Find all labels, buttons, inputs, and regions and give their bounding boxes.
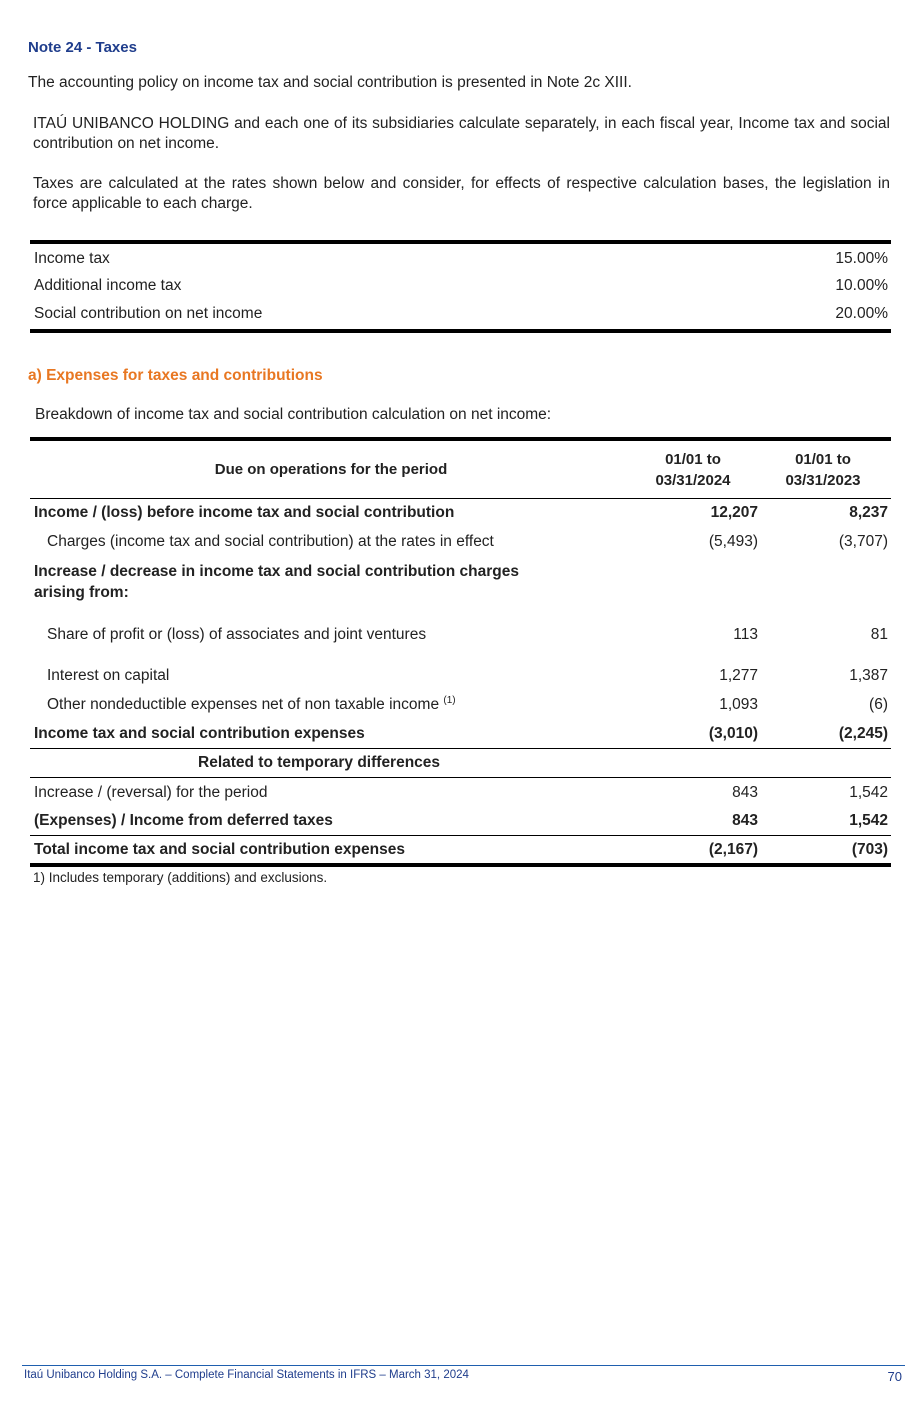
expenses-table (30, 437, 891, 867)
table-header (30, 441, 891, 499)
rate-value: 10.00% (835, 277, 888, 295)
table-row: Income tax and social contribution expenses (3,010) (2,245) (34, 724, 888, 742)
footer-divider (22, 1365, 905, 1366)
page-number: 70 (887, 1369, 902, 1384)
rate-row (30, 273, 891, 301)
rate-value: 15.00% (835, 249, 888, 267)
table-row: Increase / decrease in income tax and social contribution charges arising from: (34, 563, 519, 601)
table-row: Income / (loss) before income tax and social contribution 12,207 8,237 (34, 504, 888, 521)
header-col-2024: 01/01 to 03/31/2024 (655, 450, 731, 489)
rate-row (30, 245, 891, 273)
policy-paragraph: The accounting policy on income tax and social contribution is presented in Note 2c XIII. (28, 74, 632, 91)
rate-label: Social contribution on net income (34, 304, 263, 322)
subsidiaries-paragraph: ITAÚ UNIBANCO HOLDING and each one of its subsidiaries calculate separately, in each fiscal year, Income tax and social contribution on net income. (33, 115, 890, 152)
header-col-2023: 01/01 to 03/31/2023 (785, 450, 861, 489)
table-row: Share of profit or (loss) of associates and joint ventures 113 81 (47, 626, 888, 643)
rate-row (30, 300, 891, 328)
rates-table (30, 240, 891, 333)
table-row: (Expenses) / Income from deferred taxes 843 1,542 (34, 812, 888, 829)
table-subheader: Related to temporary differences (30, 748, 891, 777)
rate-value: 20.00% (835, 304, 888, 322)
section-heading: a) Expenses for taxes and contributions (28, 367, 323, 384)
rates-paragraph: Taxes are calculated at the rates shown below and consider, for effects of respective calculation bases, the legislation in force applicable to each charge. (33, 175, 890, 212)
rate-label: Additional income tax (34, 277, 182, 295)
table-row: Charges (income tax and social contribution) at the rates in effect (5,493) (3,707) (47, 533, 888, 550)
table-row: Interest on capital 1,277 1,387 (47, 667, 888, 684)
table-total-row: Total income tax and social contribution expenses (2,167) (703) (30, 835, 891, 867)
note-title: Note 24 - Taxes (28, 39, 137, 56)
footnote: 1) Includes temporary (additions) and exclusions. (33, 870, 328, 885)
footer-text: Itaú Unibanco Holding S.A. – Complete Financial Statements in IFRS – March 31, 2024 (24, 1369, 469, 1381)
header-label: Due on operations for the period (214, 461, 448, 478)
section-intro: Breakdown of income tax and social contribution calculation on net income: (35, 406, 552, 423)
table-row: Increase / (reversal) for the period 843 1,542 (30, 777, 891, 807)
table-row: Other nondeductible expenses net of non taxable income $^{(1)}$ 1,093 (6) (47, 695, 888, 714)
rate-label: Income tax (34, 249, 110, 267)
